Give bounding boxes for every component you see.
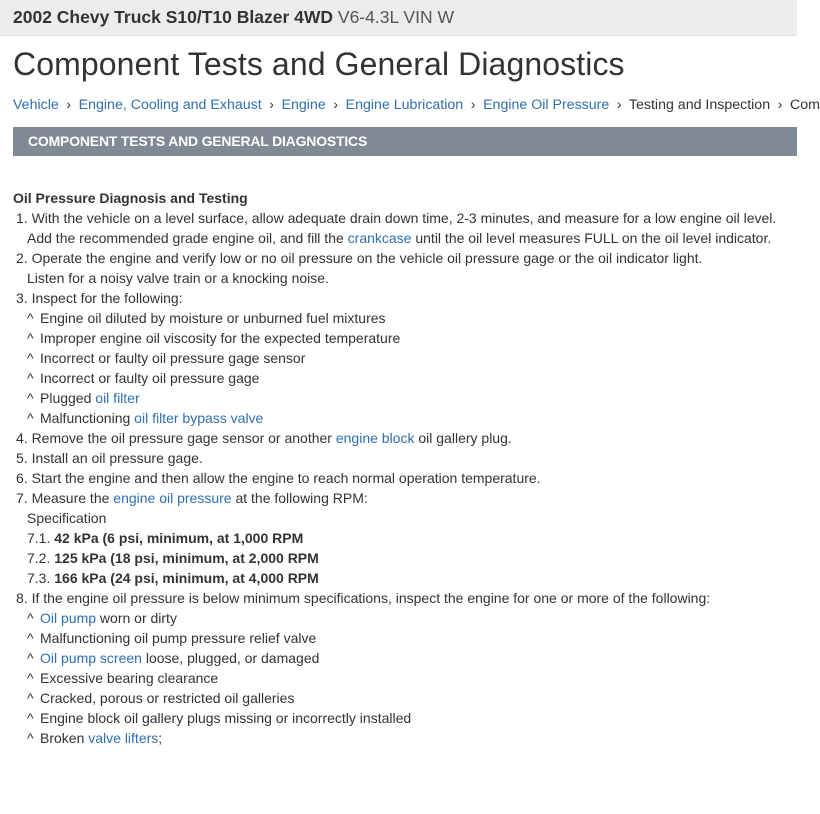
- caret-icon: ^: [27, 710, 34, 726]
- list-item: [13, 608, 797, 628]
- list-item-text: Excessive bearing clearance: [40, 670, 219, 686]
- step-8: 8. If the engine oil pressure is below minimum specifications, inspect the engine for one or more of the following:: [16, 590, 711, 606]
- caret-icon: ^: [27, 310, 34, 326]
- list-item: [13, 668, 797, 688]
- specification-label: Specification: [27, 510, 107, 526]
- spec-number: 7.3.: [27, 570, 51, 586]
- caret-icon: ^: [27, 410, 34, 426]
- spec-number: 7.1.: [27, 530, 51, 546]
- list-item-text: worn or dirty: [96, 610, 177, 626]
- procedure-heading: Oil Pressure Diagnosis and Testing: [13, 190, 248, 206]
- engine-oil-pressure-link[interactable]: engine oil pressure: [113, 490, 232, 506]
- page-title: Component Tests and General Diagnostics: [13, 46, 625, 82]
- oil-pump-screen-link[interactable]: Oil pump screen: [40, 650, 142, 666]
- list-item: [13, 388, 797, 408]
- spec-number: 7.2.: [27, 550, 51, 566]
- breadcrumb-engine-cooling-exhaust[interactable]: Engine, Cooling and Exhaust: [78, 97, 262, 113]
- list-item: [13, 688, 797, 708]
- vehicle-name: 2002 Chevy Truck S10/T10 Blazer 4WD: [13, 7, 334, 27]
- step-1-continued: [13, 228, 797, 248]
- caret-icon: ^: [27, 350, 34, 366]
- list-item: [13, 648, 797, 668]
- list-item-text: Broken: [40, 730, 89, 746]
- spec-item: [13, 548, 797, 568]
- vehicle-header: [0, 0, 797, 36]
- step-2-continued: Listen for a noisy valve train or a knocking noise.: [27, 270, 329, 286]
- caret-icon: ^: [27, 630, 34, 646]
- article-content: [0, 156, 797, 748]
- chevron-right-icon: ›: [333, 96, 339, 112]
- list-item: [13, 368, 797, 388]
- list-item: [13, 348, 797, 368]
- caret-icon: ^: [27, 650, 34, 666]
- engine-block-link[interactable]: engine block: [335, 430, 415, 446]
- list-item-text: Cracked, porous or restricted oil galleries: [40, 690, 295, 706]
- chevron-right-icon: ›: [470, 96, 476, 112]
- caret-icon: ^: [27, 330, 34, 346]
- valve-lifters-link[interactable]: valve lifters: [88, 730, 159, 746]
- step-4: [13, 428, 797, 448]
- breadcrumb-vehicle[interactable]: Vehicle: [13, 97, 59, 113]
- list-item-text: Plugged: [40, 390, 96, 406]
- step-5: 5. Install an oil pressure gage.: [16, 450, 203, 466]
- list-item: [13, 328, 797, 348]
- spec-value: 125 kPa (18 psi, minimum, at 2,000 RPM: [54, 550, 319, 566]
- list-item: [13, 628, 797, 648]
- caret-icon: ^: [27, 370, 34, 386]
- breadcrumb-current: Com: [790, 97, 820, 113]
- step-1-text: Add the recommended grade engine oil, and fill the: [27, 230, 348, 246]
- caret-icon: ^: [27, 690, 34, 706]
- list-item: [13, 308, 797, 328]
- oil-pump-link[interactable]: Oil pump: [40, 610, 97, 626]
- oil-filter-bypass-valve-link[interactable]: oil filter bypass valve: [134, 410, 264, 426]
- list-item: [13, 708, 797, 728]
- list-item-text: Malfunctioning: [40, 410, 135, 426]
- list-item: [13, 728, 797, 748]
- breadcrumb-engine-oil-pressure[interactable]: Engine Oil Pressure: [483, 97, 610, 113]
- chevron-right-icon: ›: [66, 96, 72, 112]
- spec-item: [13, 568, 797, 588]
- caret-icon: ^: [27, 730, 34, 746]
- step-7: [13, 488, 797, 508]
- caret-icon: ^: [27, 670, 34, 686]
- spec-value: 166 kPa (24 psi, minimum, at 4,000 RPM: [54, 570, 319, 586]
- breadcrumb-engine[interactable]: Engine: [281, 97, 326, 113]
- step-4-text-end: oil gallery plug.: [414, 430, 512, 446]
- list-item-text: Engine oil diluted by moisture or unburned fuel mixtures: [40, 310, 386, 326]
- step-1-text-end: until the oil level measures FULL on the oil level indicator.: [411, 230, 772, 246]
- breadcrumb-engine-lubrication[interactable]: Engine Lubrication: [345, 97, 464, 113]
- list-item-text: Engine block oil gallery plugs missing or incorrectly installed: [40, 710, 412, 726]
- list-item-text: Incorrect or faulty oil pressure gage: [40, 370, 260, 386]
- spec-item: [13, 528, 797, 548]
- step-4-text: 4. Remove the oil pressure gage sensor or another: [16, 430, 336, 446]
- engine-spec: V6-4.3L VIN W: [337, 7, 454, 27]
- step-7-text: 7. Measure the: [16, 490, 114, 506]
- list-item-text: Incorrect or faulty oil pressure gage sensor: [40, 350, 306, 366]
- chevron-right-icon: ›: [616, 96, 622, 112]
- spec-value: 42 kPa (6 psi, minimum, at 1,000 RPM: [54, 530, 304, 546]
- section-title-bar: COMPONENT TESTS AND GENERAL DIAGNOSTICS: [13, 127, 797, 156]
- step-7-text-end: at the following RPM:: [231, 490, 368, 506]
- caret-icon: ^: [27, 610, 34, 626]
- step-1: 1. With the vehicle on a level surface, allow adequate drain down time, 2-3 minutes, and measure for a low engine oil level.: [16, 210, 777, 226]
- breadcrumb: [0, 83, 820, 114]
- step-2: 2. Operate the engine and verify low or no oil pressure on the vehicle oil pressure gage or the oil indicator light.: [16, 250, 703, 266]
- breadcrumb-testing-inspection: Testing and Inspection: [628, 97, 771, 113]
- caret-icon: ^: [27, 390, 34, 406]
- crankcase-link[interactable]: crankcase: [347, 230, 412, 246]
- list-item-text-end: ;: [158, 730, 163, 746]
- list-item-text: Improper engine oil viscosity for the expected temperature: [40, 330, 401, 346]
- chevron-right-icon: ›: [777, 96, 783, 112]
- list-item-text: Malfunctioning oil pump pressure relief valve: [40, 630, 317, 646]
- chevron-right-icon: ›: [269, 96, 274, 112]
- step-6: 6. Start the engine and then allow the engine to reach normal operation temperature.: [16, 470, 541, 486]
- step-3: 3. Inspect for the following:: [16, 290, 183, 306]
- list-item: [13, 408, 797, 428]
- oil-filter-link[interactable]: oil filter: [95, 390, 140, 406]
- list-item-text: loose, plugged, or damaged: [141, 650, 320, 666]
